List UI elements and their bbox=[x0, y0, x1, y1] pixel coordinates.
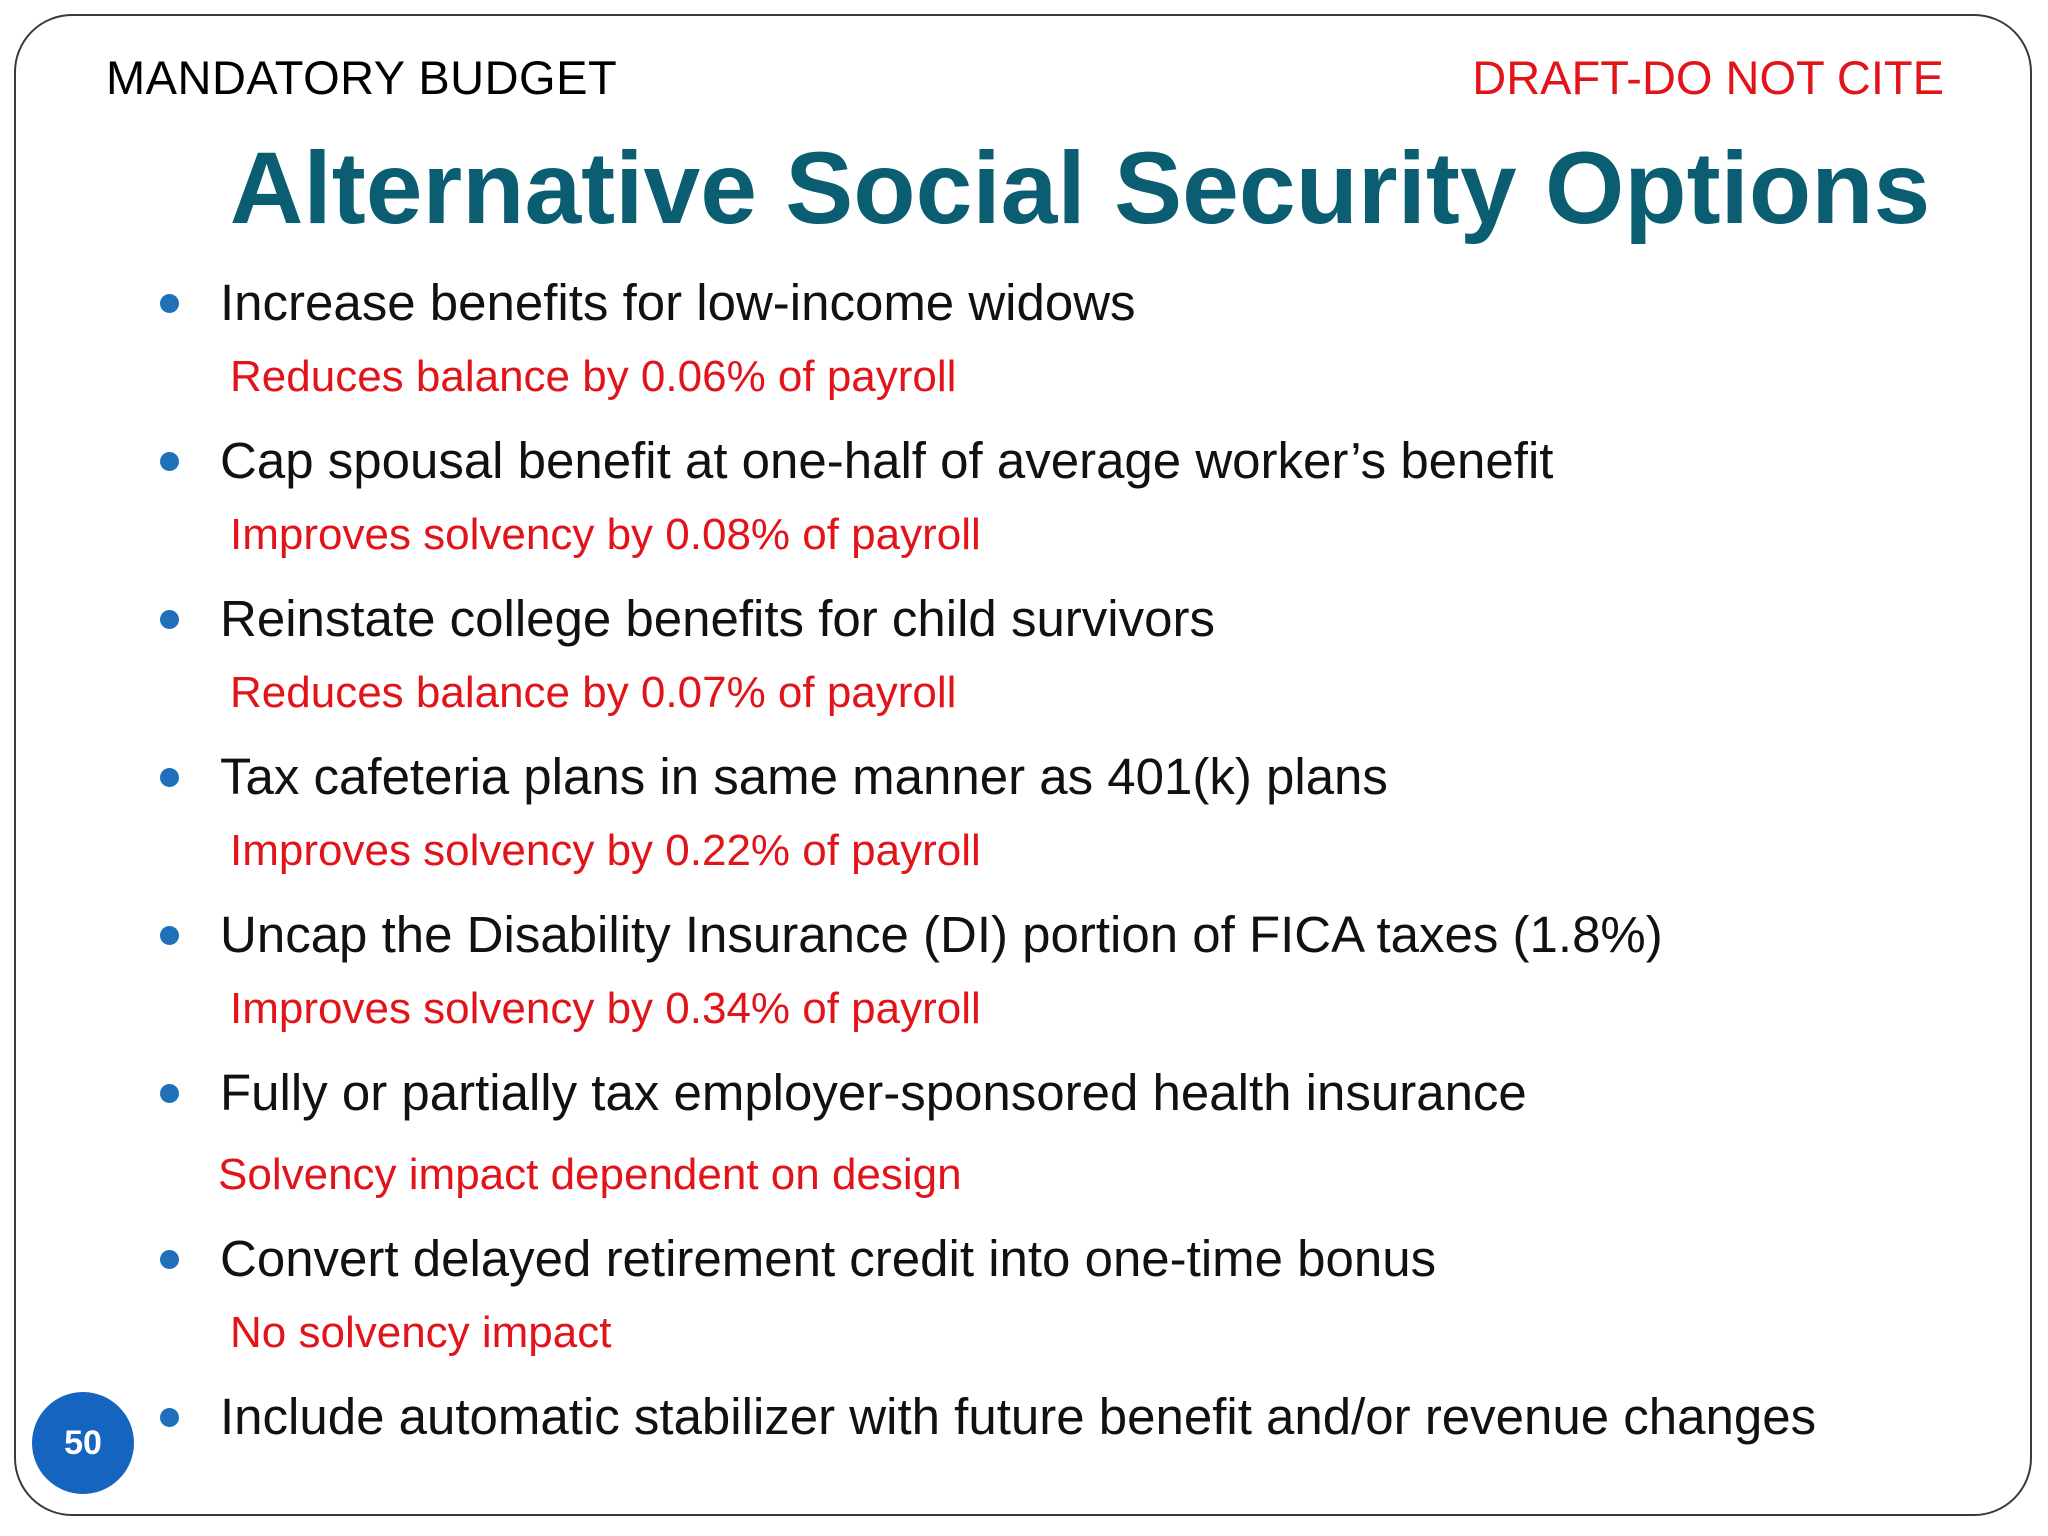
list-item bbox=[160, 744, 1980, 902]
bullet-icon bbox=[160, 1250, 179, 1269]
option-impact: Reduces balance by 0.06% of payroll bbox=[230, 352, 957, 401]
header-label: MANDATORY BUDGET bbox=[106, 51, 618, 104]
options-list bbox=[160, 270, 1980, 1450]
option-impact: Improves solvency by 0.34% of payroll bbox=[230, 984, 981, 1033]
option-impact: Solvency impact dependent on design bbox=[218, 1150, 962, 1199]
option-impact: Reduces balance by 0.07% of payroll bbox=[230, 668, 957, 717]
bullet-icon bbox=[160, 610, 179, 629]
list-item bbox=[160, 902, 1980, 1060]
slide-title: Alternative Social Security Options bbox=[229, 131, 1931, 245]
option-text: Convert delayed retirement credit into one-time bonus bbox=[220, 1230, 1437, 1287]
list-item bbox=[160, 428, 1980, 586]
option-impact: No solvency impact bbox=[230, 1308, 612, 1357]
list-item bbox=[160, 1384, 1980, 1450]
bullet-icon bbox=[160, 1084, 179, 1103]
option-text: Reinstate college benefits for child survivors bbox=[220, 590, 1215, 647]
list-item bbox=[160, 270, 1980, 428]
option-impact: Improves solvency by 0.08% of payroll bbox=[230, 510, 981, 559]
bullet-icon bbox=[160, 768, 179, 787]
page-number-badge: 50 bbox=[32, 1392, 134, 1494]
option-text: Include automatic stabilizer with future benefit and/or revenue changes bbox=[220, 1388, 1817, 1445]
list-item bbox=[160, 1060, 1980, 1226]
bullet-icon bbox=[160, 1408, 179, 1427]
option-text: Uncap the Disability Insurance (DI) portion of FICA taxes (1.8%) bbox=[220, 906, 1663, 963]
option-text: Fully or partially tax employer-sponsored health insurance bbox=[220, 1064, 1527, 1121]
option-text: Cap spousal benefit at one-half of average worker’s benefit bbox=[220, 432, 1554, 489]
bullet-icon bbox=[160, 926, 179, 945]
option-text: Tax cafeteria plans in same manner as 401(k) plans bbox=[220, 748, 1388, 805]
draft-notice: DRAFT-DO NOT CITE bbox=[1472, 51, 1944, 104]
option-impact: Improves solvency by 0.22% of payroll bbox=[230, 826, 981, 875]
bullet-icon bbox=[160, 452, 179, 471]
option-text: Increase benefits for low-income widows bbox=[220, 274, 1136, 331]
list-item bbox=[160, 586, 1980, 744]
bullet-icon bbox=[160, 294, 179, 313]
list-item bbox=[160, 1226, 1980, 1384]
